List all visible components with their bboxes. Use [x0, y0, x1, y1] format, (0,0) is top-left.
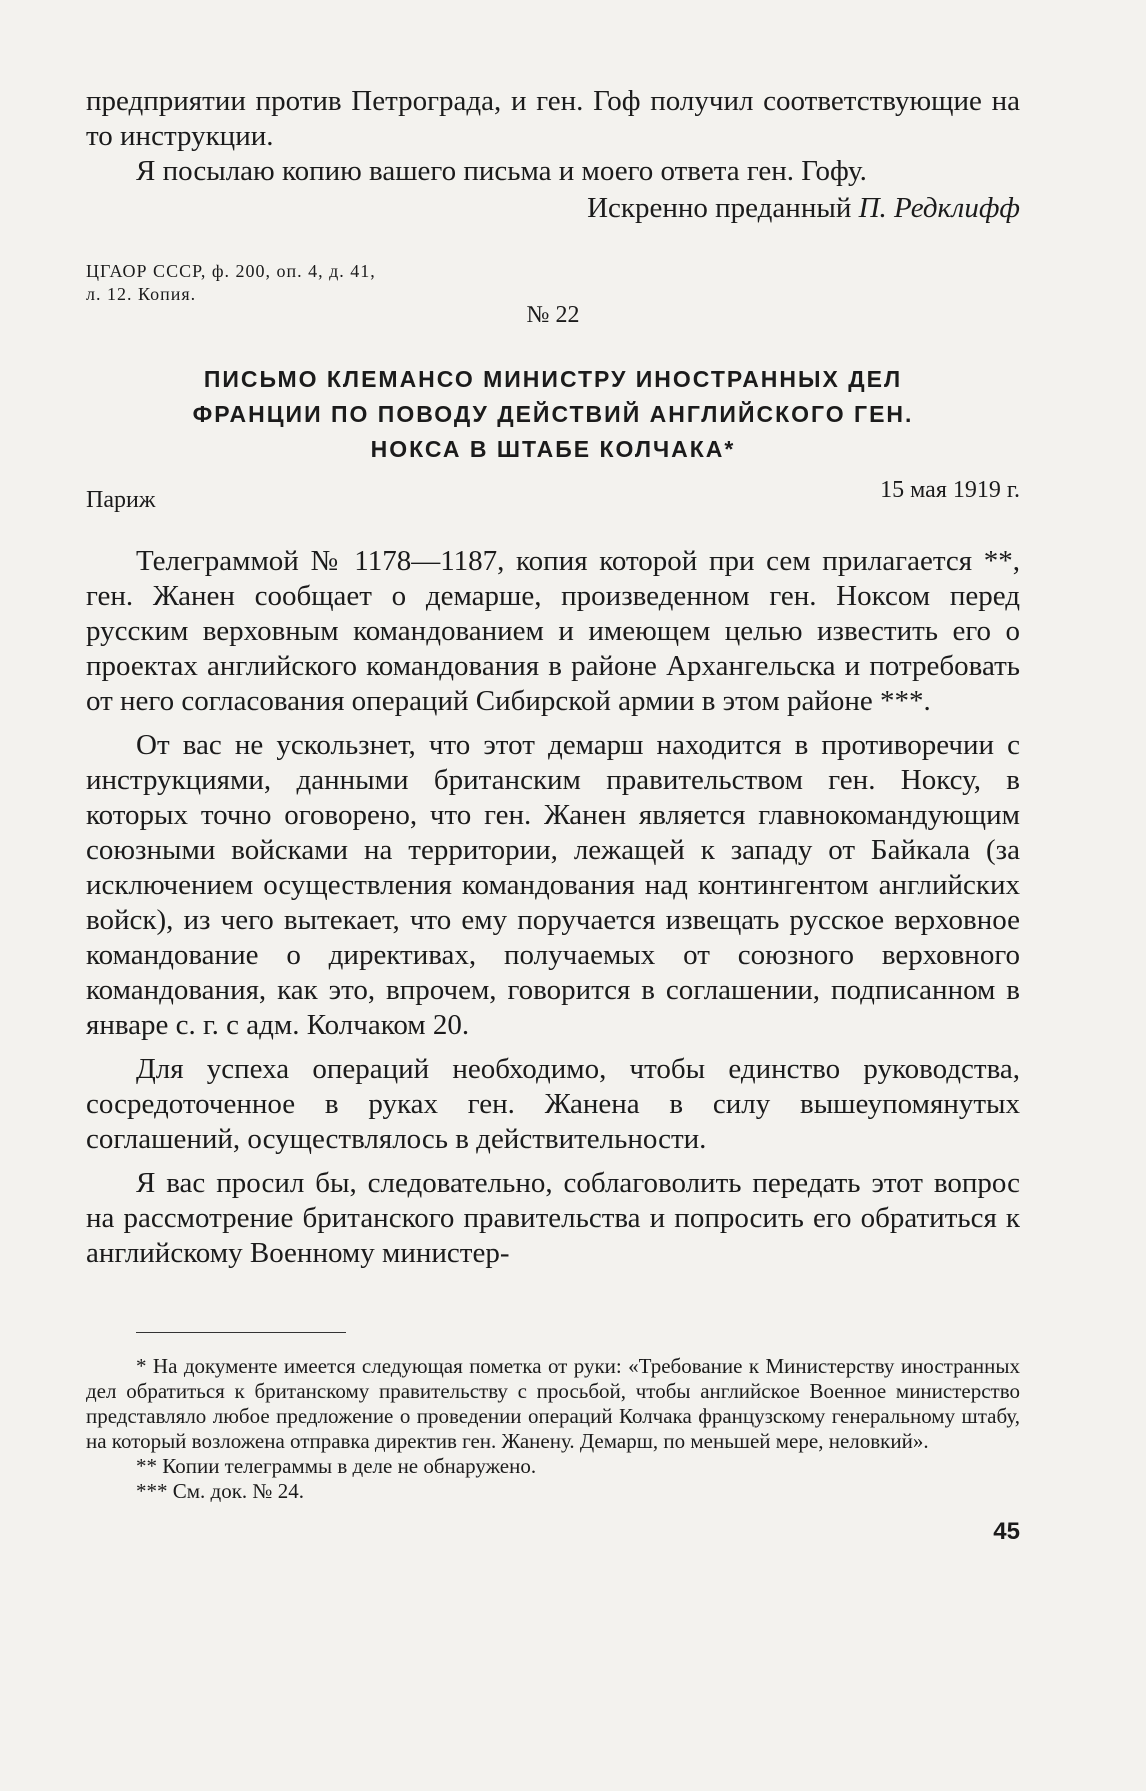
- signature-name: П. Редклифф: [858, 192, 1020, 224]
- closing-text: Искренно преданный: [587, 192, 852, 224]
- page: [86, 84, 1020, 1545]
- document-title: [86, 362, 1020, 467]
- place: Париж: [86, 487, 156, 513]
- body-paragraph: От вас не ускользнет, что этот демарш находится в противоречии с инструкциями, данными британским правительством ген. Ноксу, в которых точно оговорено, что ген. Жанен является главнокомандующим союзными войсками на территории, лежащей к западу от Байкала (за исключением осуществления командования над контингентом английских войск), из чего вытекает, что ему поручается извещать русское верховное командование о директивах, получаемых от союзного верховного командования, как это, впрочем, говорится в соглашении, подписанном в январе с. г. с адм. Колчаком 20.: [86, 729, 1020, 1041]
- page-number: 45: [993, 1518, 1020, 1545]
- footnotes: [86, 1354, 1020, 1504]
- title-line-2: ФРАНЦИИ ПО ПОВОДУ ДЕЙСТВИЙ АНГЛИЙСКОГО ГЕН.: [192, 401, 914, 427]
- archive-line-1: ЦГАОР СССР, ф. 200, оп. 4, д. 41,: [86, 261, 376, 281]
- document-number: № 22: [526, 302, 580, 328]
- signature-line: [86, 191, 1020, 226]
- footnote-divider: [136, 1332, 346, 1333]
- footnote-3: *** См. док. № 24.: [136, 1479, 304, 1503]
- body-paragraph: Телеграммой № 1178—1187, копия которой при сем прилагается **, ген. Жанен сообщает о демарше, произведенном ген. Ноксом перед русским верховным командованием и имеющем целью известить его о проектах английского командования в районе Архангельска и потребовать от него согласования операций Сибирской армии в этом районе ***.: [86, 545, 1020, 717]
- archive-reference: [86, 260, 506, 306]
- letter-body: [86, 544, 1020, 1280]
- body-paragraph: Для успеха операций необходимо, чтобы единство руководства, сосредоточенное в руках ген. Жанена в силу вышеупомянутых соглашений, осуществлялось в действительности.: [86, 1053, 1020, 1155]
- continued-paragraph: предприятии против Петрограда, и ген. Гоф получил соответствующие на то инструкции.: [86, 85, 1020, 152]
- date: 15 мая 1919 г.: [880, 477, 1020, 503]
- archive-line-2: л. 12. Копия.: [86, 284, 197, 304]
- footnote-2: ** Копии телеграммы в деле не обнаружено.: [136, 1454, 537, 1478]
- copy-paragraph: Я посылаю копию вашего письма и моего ответа ген. Гофу.: [136, 155, 867, 187]
- title-line-1: ПИСЬМО КЛЕМАНСО МИНИСТРУ ИНОСТРАННЫХ ДЕЛ: [203, 366, 903, 392]
- footnote-1: * На документе имеется следующая пометка от руки: «Требование к Министерству иностранных дел обратиться к британскому правительству с просьбой, чтобы английское Военное министерство представляло любое предложение о проведении операций Колчака французскому генеральному штабу, на который возложена отправка директив ген. Жанену. Демарш, по меньшей мере, неловкий».: [86, 1354, 1020, 1453]
- title-line-3: НОКСА В ШТАБЕ КОЛЧАКА*: [370, 436, 736, 462]
- body-paragraph: Я вас просил бы, следовательно, соблаговолить передать этот вопрос на рассмотрение британского правительства и попросить его обратиться к английскому Военному министер-: [86, 1167, 1020, 1269]
